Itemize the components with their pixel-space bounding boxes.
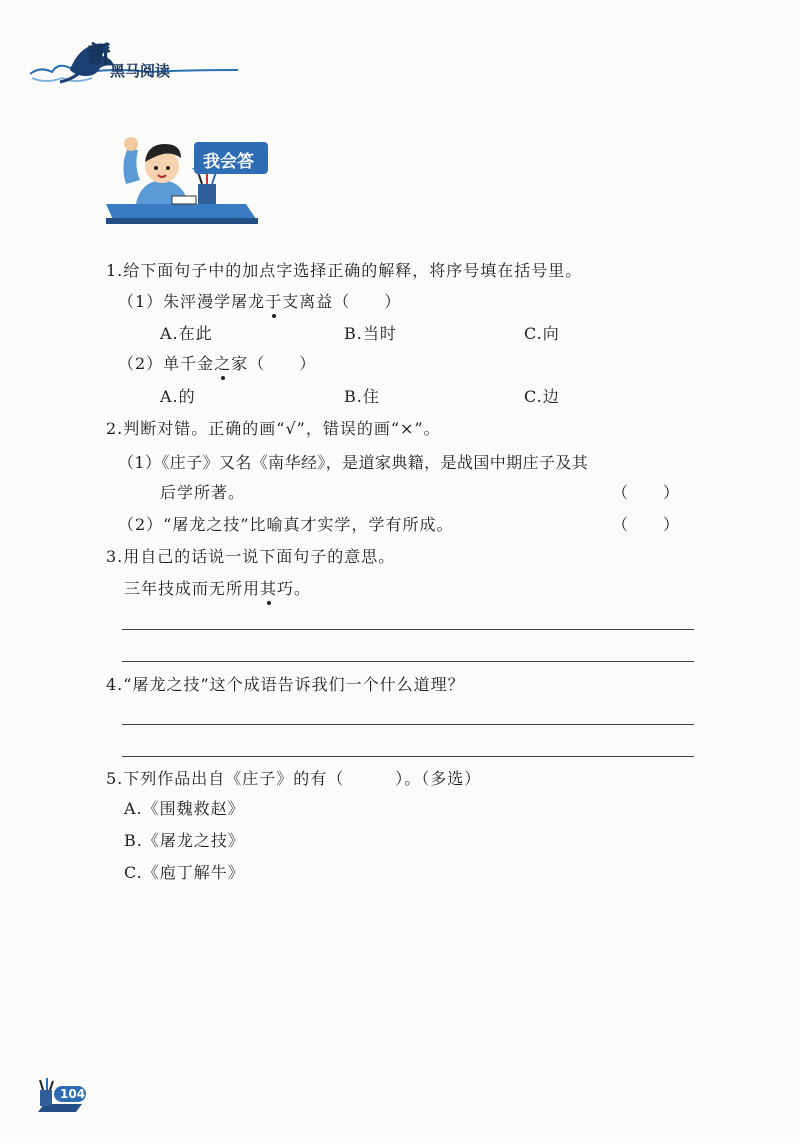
- q1-sub1: [118, 291, 401, 313]
- q1-sub1-dotted-char: 于: [265, 292, 283, 311]
- q3-stem: 3.用自己的话说一说下面句子的意思。: [106, 547, 396, 566]
- q2-stem: 2.判断对错。正确的画“√”，错误的画“×”。: [106, 419, 441, 438]
- q2-sub2-answer[interactable]: （ ）: [612, 515, 681, 534]
- q1-sub2-prefix: （2）单千金: [118, 354, 215, 373]
- section-badge-label: 我会答: [203, 152, 254, 172]
- section-badge: [194, 142, 268, 174]
- q1-stem: 1.给下面句子中的加点字选择正确的解释，将序号填在括号里。: [106, 261, 583, 280]
- q1-sub2-option-c: C.边: [524, 387, 560, 406]
- q2-sub1-line2: 后学所著。: [160, 483, 246, 502]
- q2-sub2: （2）“屠龙之技”比喻真才实学，学有所成。: [118, 515, 454, 534]
- page-number: 104: [60, 1087, 86, 1101]
- q1-sub1-option-b: B.当时: [344, 324, 397, 343]
- q5-option-c: C.《庖丁解牛》: [124, 863, 245, 882]
- q5-stem: 5.下列作品出自《庄子》的有（ ）。（多选）: [106, 769, 482, 788]
- q1-sub1-option-a: A.在此: [160, 324, 213, 343]
- q1-sub2: [118, 353, 316, 375]
- q1-sub1-suffix: 支离益（ ）: [282, 292, 402, 311]
- q1-sub2-option-a: A.的: [160, 387, 196, 406]
- page-number-badge: [36, 1078, 96, 1112]
- q4-answer-line-2[interactable]: [122, 756, 694, 757]
- brand-char: 新: [88, 42, 111, 68]
- q4-answer-line-1[interactable]: [122, 724, 694, 725]
- q5-option-a: A.《围魏救赵》: [124, 799, 245, 818]
- q3-sentence-suffix: 巧。: [277, 579, 312, 598]
- q1-sub2-option-b: B.住: [344, 387, 380, 406]
- section-illustration: [106, 128, 276, 224]
- badge-pointer: [192, 168, 200, 176]
- q1-sub1-option-c: C.向: [524, 324, 560, 343]
- q1-sub2-dotted-char: 之: [214, 354, 232, 373]
- q5-option-b: B.《屠龙之技》: [124, 831, 245, 850]
- q4-stem: 4.“屠龙之技”这个成语告诉我们一个什么道理？: [106, 675, 465, 694]
- q3-sentence-dotted-char: 其: [260, 579, 278, 598]
- q3-sentence: [124, 578, 311, 600]
- q2-sub1-answer[interactable]: （ ）: [612, 483, 681, 502]
- q1-sub1-prefix: （1）朱泙漫学屠龙: [118, 292, 266, 311]
- brand-name: 黑马阅读: [110, 62, 171, 80]
- q2-sub1-line1: （1）《庄子》又名《南华经》，是道家典籍，是战国中期庄子及其: [118, 453, 589, 472]
- q1-sub2-suffix: 家（ ）: [231, 354, 317, 373]
- q3-answer-line-1[interactable]: [122, 629, 694, 630]
- q3-sentence-prefix: 三年技成而无所用: [124, 579, 261, 598]
- brand-logo: [22, 40, 242, 90]
- q3-answer-line-2[interactable]: [122, 661, 694, 662]
